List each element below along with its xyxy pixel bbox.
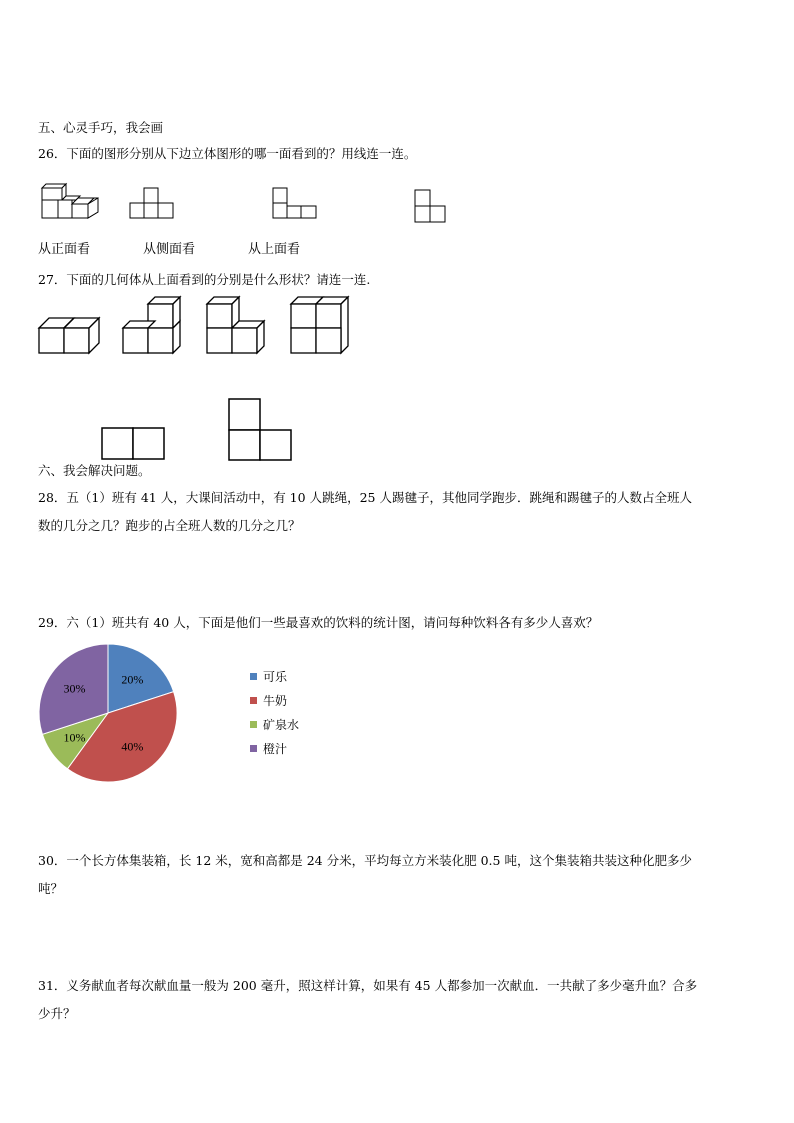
label-front-view: 从正面看 bbox=[38, 242, 91, 257]
q27-top-view-a bbox=[100, 426, 168, 462]
q26-view-a bbox=[128, 186, 180, 222]
pie-chart bbox=[30, 636, 190, 792]
q27-solid-d bbox=[288, 294, 354, 356]
q26-view-c bbox=[412, 186, 452, 226]
legend-item-2 bbox=[250, 688, 299, 712]
question-31-line2: 少升？ bbox=[38, 1006, 76, 1021]
q27-top-view-b bbox=[227, 397, 295, 463]
pie-slice-label-1: 20% bbox=[121, 672, 144, 687]
pie-slice-label-3: 10% bbox=[63, 730, 86, 745]
pie-legend bbox=[250, 664, 299, 760]
question-28-line1: 28．五（1）班有 41 人，大课间活动中，有 10 人跳绳，25 人踢毽子，其他同学跑步．跳绳和踢毽子的人数占全班人 bbox=[38, 490, 692, 505]
question-26-text: 26．下面的图形分别从下边立体图形的哪一面看到的？用线连一连。 bbox=[38, 146, 417, 161]
q27-solid-b bbox=[120, 294, 186, 356]
q27-solid-c bbox=[204, 294, 270, 356]
label-top-view: 从上面看 bbox=[248, 242, 301, 257]
legend-label: 牛奶 bbox=[263, 693, 288, 708]
question-29-text: 29．六（1）班共有 40 人，下面是他们一些最喜欢的饮料的统计图，请问每种饮料各有多少人喜欢？ bbox=[38, 615, 599, 630]
legend-label: 矿泉水 bbox=[263, 717, 300, 732]
section-five-heading: 五、心灵手巧，我会画 bbox=[38, 120, 164, 135]
legend-label: 可乐 bbox=[263, 669, 288, 684]
pie-slice-label-2: 40% bbox=[121, 739, 144, 754]
legend-item-4 bbox=[250, 736, 299, 760]
question-30-line2: 吨？ bbox=[38, 881, 64, 896]
legend-item-3 bbox=[250, 712, 299, 736]
legend-swatch bbox=[250, 745, 257, 752]
legend-swatch bbox=[250, 697, 257, 704]
q26-view-b bbox=[270, 186, 322, 222]
q27-solid-a bbox=[36, 308, 102, 356]
section-six-heading: 六、我会解决问题。 bbox=[38, 463, 151, 478]
question-27-text: 27．下面的几何体从上面看到的分别是什么形状？请连一连. bbox=[38, 272, 371, 287]
pie-slice-label-4: 30% bbox=[63, 681, 86, 696]
label-side-view: 从侧面看 bbox=[143, 242, 196, 257]
q26-solid-figure bbox=[38, 180, 104, 224]
question-31-line1: 31．义务献血者每次献血量一般为 200 毫升，照这样计算，如果有 45 人都参加一次献血．一共献了多少毫升血？合多 bbox=[38, 978, 698, 993]
legend-label: 橙汁 bbox=[263, 741, 288, 756]
legend-swatch bbox=[250, 673, 257, 680]
question-30-line1: 30．一个长方体集装箱，长 12 米，宽和高都是 24 分米，平均每立方米装化肥 0.5 吨，这个集装箱共装这种化肥多少 bbox=[38, 853, 692, 868]
legend-item-1 bbox=[250, 664, 299, 688]
question-28-line2: 数的几分之几？跑步的占全班人数的几分之几？ bbox=[38, 518, 301, 533]
legend-swatch bbox=[250, 721, 257, 728]
